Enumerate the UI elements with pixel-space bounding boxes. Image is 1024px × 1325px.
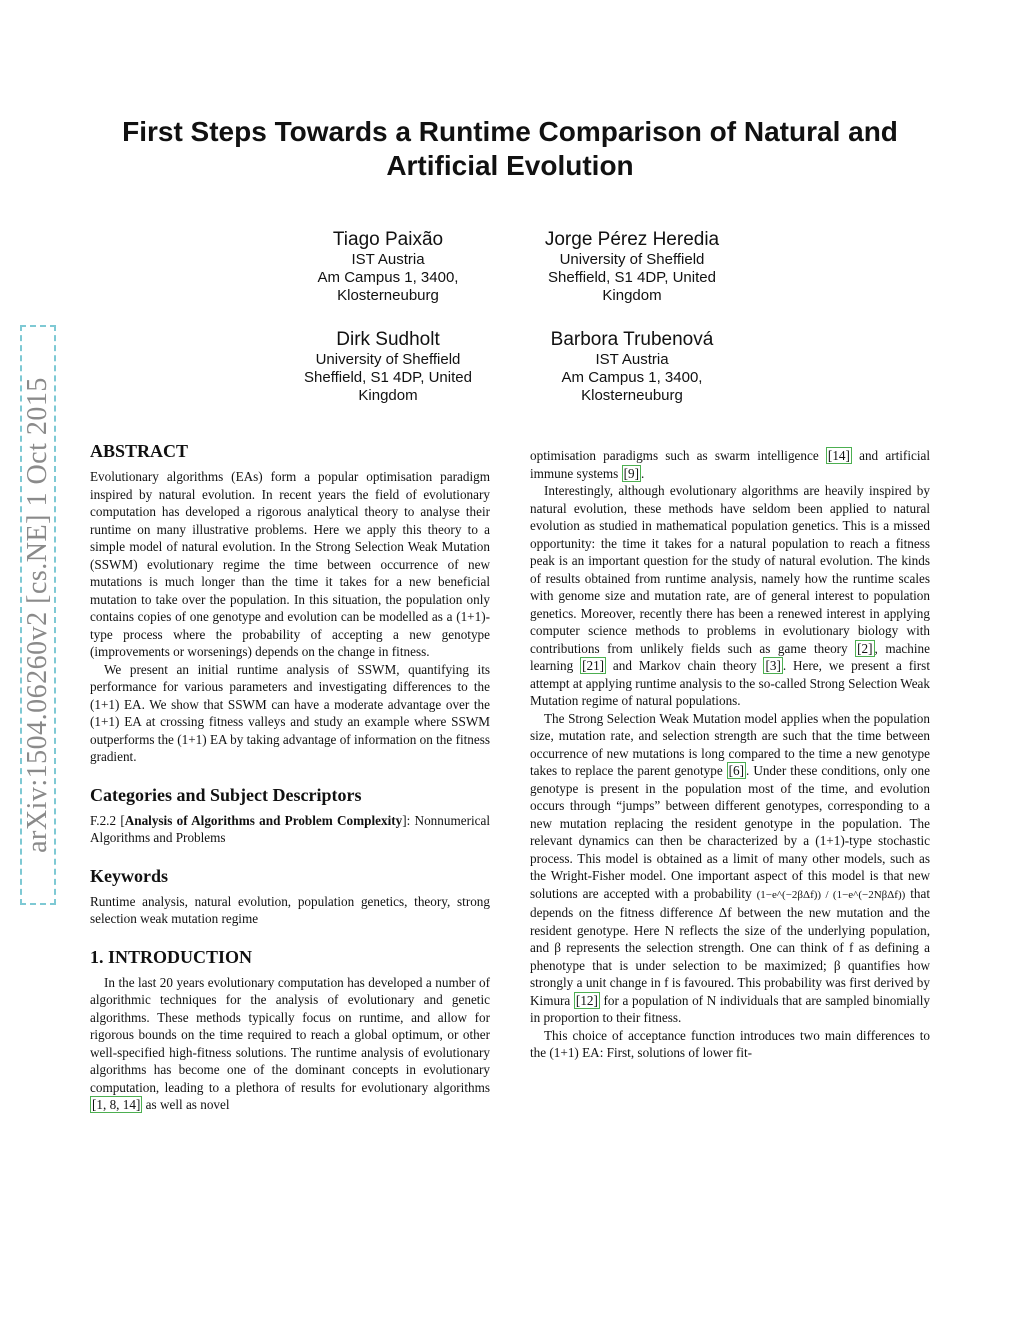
- text-run: , machine learning: [530, 640, 930, 673]
- citation-link[interactable]: [1, 8, 14]: [92, 1097, 141, 1112]
- citation-link[interactable]: [14]: [827, 448, 850, 463]
- text-run: .: [640, 465, 645, 481]
- right-column: [530, 447, 930, 1062]
- introduction-heading: 1. INTRODUCTION: [90, 946, 253, 967]
- keywords-text: Runtime analysis, natural evolution, population genetics, theory, strong selection weak mutation regime: [90, 893, 490, 926]
- text-run: as well as novel: [142, 1097, 230, 1112]
- categories-text: [90, 812, 490, 847]
- body-paragraph: [530, 710, 930, 1027]
- author-name: Tiago Paixão: [332, 229, 444, 250]
- abstract-heading: ABSTRACT: [90, 441, 189, 461]
- abstract-paragraph: Evolutionary algorithms (EAs) form a popular optimisation paradigm inspired by natural evolution. In recent years the field of evolutionary computation has developed a rigorous analytical theory to analyse their runtime on many illustrative problems. Here we apply this theory to a simple model of natural evolution. In the Strong Selection Weak Mutation (SSWM) evolutionary regime the time between occurrence of new mutations is much longer than the time it takes for a new beneficial mutation to take over the population. In this situation, the population only contains copies of one genotype and evolution can be modelled as a (1+1)-type process where the probability of accepting a new genotype (improvements or worsenings) depends on the change in fitness.: [90, 469, 490, 659]
- text-run: . Here, we present a first attempt at applying runtime analysis to the so-called Strong Selection Weak Mutation regime of natural populations.: [530, 658, 930, 708]
- author-block: [278, 329, 498, 405]
- category-rest: ]: Nonnumerical Algorithms and Problems: [90, 812, 490, 845]
- author-block: [522, 229, 742, 305]
- introduction-paragraph: [90, 974, 490, 1114]
- author-affiliation: Klosterneuburg: [581, 387, 683, 404]
- author-block: [522, 329, 742, 405]
- text-run: that depends on the fitness difference Δf between the new mutation and the resident genotype. Here N reflects the size of the underlying population, and β represents the selection strength. One can think of f as defining a phenotype that is under selection to be maximized; β quantifies how strongly a unit change in f is favoured. This probability was first derived by Kimura: [530, 885, 931, 1008]
- text-run: In the last 20 years evolutionary computation has developed a number of algorithmic techniques for the analysis of evolutionary and genetic algorithms. These methods typically focus on runtime, and allow for rigorous bounds on the time required to reach a global optimum, or other well-specified high-fitness solutions. The runtime analysis of evolutionary algorithms has become one of the dominant concepts in evolutionary computation, leading to a plethora of results for evolutionary algorithms: [90, 974, 490, 1095]
- categories-heading: Categories and Subject Descriptors: [90, 784, 362, 805]
- author-name: Jorge Pérez Heredia: [544, 229, 720, 250]
- citation-link[interactable]: [9]: [623, 465, 639, 481]
- author-name: Dirk Sudholt: [336, 329, 440, 350]
- text-run: optimisation paradigms such as swarm intelligence: [530, 448, 826, 463]
- probability-formula: (1−e^(−2βΔf)) / (1−e^(−2NβΔf)): [756, 888, 906, 901]
- author-affiliation: Am Campus 1, 3400,: [317, 269, 459, 286]
- author-name: Barbora Trubenová: [550, 329, 714, 350]
- author-affiliation: Klosterneuburg: [337, 287, 439, 304]
- author-affiliation: IST Austria: [351, 251, 425, 268]
- arxiv-stamp-text: arXiv:1504.06260v2 [cs.NE] 1 Oct 2015: [22, 377, 54, 853]
- keywords-section: [90, 865, 490, 928]
- author-affiliation: University of Sheffield: [559, 251, 705, 268]
- author-affiliation: Sheffield, S1 4DP, United: [548, 269, 716, 286]
- author-affiliation: Kingdom: [358, 387, 418, 404]
- body-paragraph: [530, 447, 930, 482]
- text-run: The Strong Selection Weak Mutation model applies when the population size, mutation rate, and selection strength are such that the time between occurrence of new mutations is long compared to the time a new genotype takes to replace the parent genotype: [530, 710, 930, 778]
- text-run: . Under these conditions, only one genotype is present in the population most of the time, and evolution occurs through “jumps” between different genotypes, corresponding to a new mutation replacing the resident genotype in the population. The relevant dynamics can then be characterized by a (1+1)-type stochastic process. This model is obtained as a limit of many other models, such as the Wright-Fisher model. One important aspect of this model is that new solutions are accepted with a probability: [530, 763, 930, 901]
- paper-title: First Steps Towards a Runtime Comparison of Natural and Artificial Evolution: [122, 116, 898, 181]
- text-run: Interestingly, although evolutionary algorithms are heavily inspired by natural evolution, these methods have seldom been applied to natural evolution as studied in mathematical population genetics. This is a missed opportunity: the time it takes for a natural population to reach a fitness peak is an important question for the study of natural evolution. The kinds of results obtained from runtime analysis, namely how the runtime scales with genome size and mutation rate, are of general interest to population genetics. Moreover, recently there has been a renewed interest in applying computer science methods to problems in evolutionary biology with contributions from unlikely fields such as game theory: [530, 483, 930, 656]
- author-affiliation: University of Sheffield: [315, 351, 461, 368]
- citation-link[interactable]: [2]: [857, 640, 873, 656]
- categories-section: [90, 784, 490, 847]
- body-paragraph: This choice of acceptance function introduces two main differences to the (1+1) EA: First, solutions of lower fit-: [530, 1027, 930, 1060]
- abstract-paragraph: We present an initial runtime analysis of SSWM, quantifying its performance for various parameters and investigating differences to the (1+1) EA. We show that SSWM can have a moderate advantage over the (1+1) EA at crossing fitness valleys and study an example where SSWM outperforms the (1+1) EA by taking advantage of information on the fitness gradient.: [90, 661, 490, 764]
- text-run: and Markov chain theory: [606, 658, 764, 673]
- author-affiliation: Kingdom: [602, 287, 662, 304]
- category-code: F.2.2 [: [90, 812, 125, 828]
- introduction-section: [90, 946, 490, 1114]
- citation-link[interactable]: [6]: [728, 763, 745, 778]
- body-paragraph: [530, 482, 930, 710]
- author-affiliation: Am Campus 1, 3400,: [561, 369, 703, 386]
- author-affiliation: Sheffield, S1 4DP, United: [304, 369, 472, 386]
- arxiv-stamp: [20, 325, 56, 905]
- text-run: for a population of N individuals that are sampled binomially in proportion to their fitness.: [530, 992, 930, 1025]
- category-name: Analysis of Algorithms and Problem Complexity: [124, 812, 403, 828]
- citation-link[interactable]: [3]: [765, 658, 781, 673]
- author-affiliation: IST Austria: [595, 351, 669, 368]
- citation-link[interactable]: [21]: [582, 658, 605, 673]
- author-block: [278, 229, 498, 305]
- keywords-heading: Keywords: [90, 865, 168, 886]
- left-column: [90, 440, 490, 1114]
- text-run: and artificial immune systems: [530, 448, 931, 481]
- citation-link[interactable]: [12]: [575, 992, 598, 1008]
